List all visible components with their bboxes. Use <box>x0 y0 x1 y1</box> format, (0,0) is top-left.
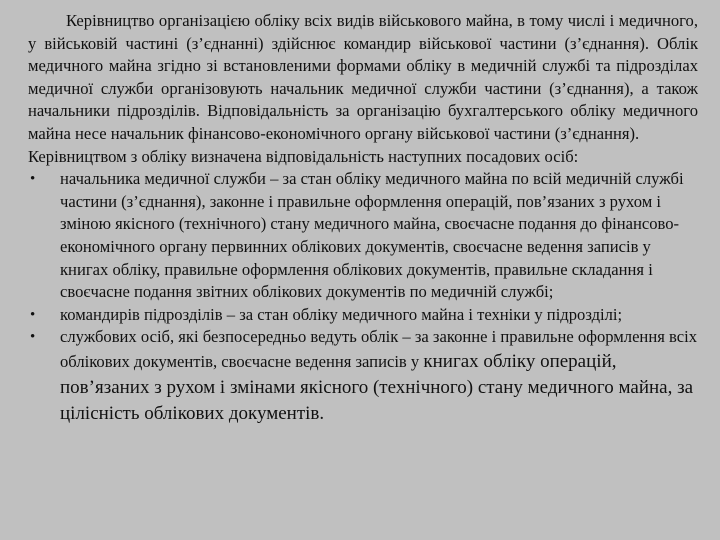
responsibility-list <box>28 168 698 427</box>
list-item <box>28 168 698 304</box>
list-item-text: службових осіб, які безпосередньо ведуть облік – за законне і правильне оформлення всіх облікових документів, своєчасне ведення записів у <box>60 327 697 371</box>
list-item-text: начальника медичної служби – за стан обліку медичного майна по всій медичній службі частини (з’єднання), законне і правильне оформлення операцій, пов’язаних з рухом і зміною якісного (технічного) стану медичного майна, своєчасне подання до фінансово-економічного органу первинних облікових документів, своєчасне ведення записів у книгах обліку, правильне оформлення облікових документів, правильне складання і своєчасне подання звітних облікових документів по медичній службі; <box>60 169 684 302</box>
list-item <box>28 304 698 327</box>
list-item-text-large: книгах обліку операцій, пов’язаних з рухом і змінами якісного (технічного) стану медичного майна, за цілісність облікових документів. <box>60 350 694 424</box>
bullet-icon: • <box>30 171 36 188</box>
list-item-text: командирів підрозділів – за стан обліку медичного майна і техніки у підрозділі; <box>60 304 623 324</box>
list-item <box>28 326 698 427</box>
main-paragraph: Керівництво організацією обліку всіх видів військового майна, в тому числі і медичного, у військовій частині (з’єднанні) здійснює командир військової частини (з’єднання). Облік медичного майна згідно зі встановленими формами обліку в медичній службі та підрозділах медичної служби організовують начальник медичної служби частини (з’єднання), а також начальники підрозділів. Відповідальність за організацію бухгалтерського обліку медичного майна несе начальник фінансово-економічного органу військової частини (з’єднання). <box>28 11 698 143</box>
bullet-icon: • <box>30 329 36 346</box>
bullet-icon: • <box>30 306 36 323</box>
responsibility-intro: Керівництвом з обліку визначена відповідальність наступних посадових осіб: <box>28 146 579 166</box>
